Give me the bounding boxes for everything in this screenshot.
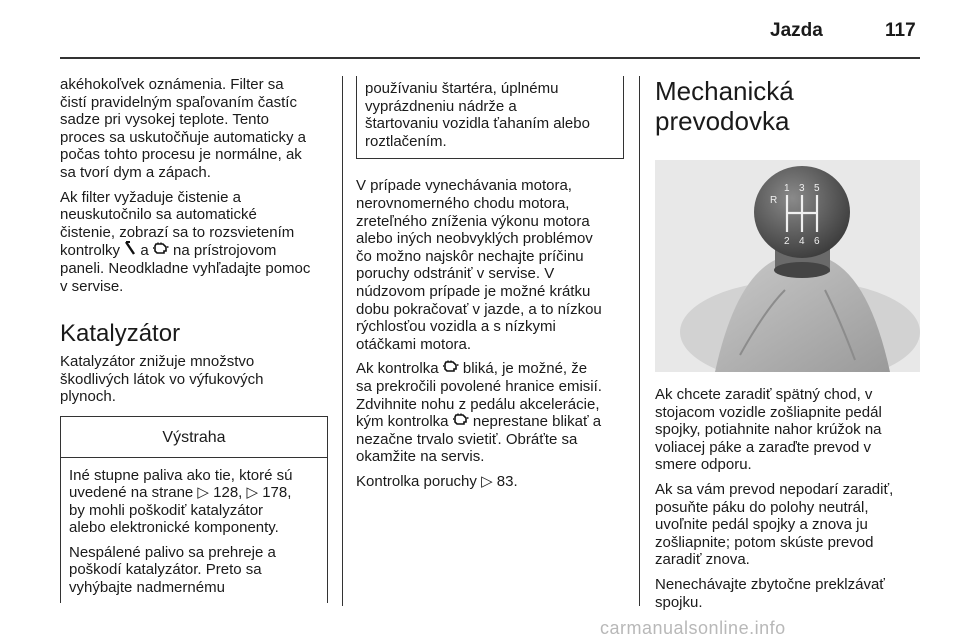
gear-label: 1	[784, 183, 790, 194]
gear-label: 6	[814, 236, 820, 247]
diesel-particle-filter-icon	[124, 241, 136, 260]
gear-shift-illustration	[655, 160, 920, 372]
warning-title: Výstraha	[61, 417, 327, 458]
gear-label: 4	[799, 236, 805, 247]
paragraph: Ak chcete zaradiť spätný chod, v stojacom vozidle zošliapnite pedál spojky, potiahnite nahor krúžok na voliacej páke a zaraďte prevod v smere odporu.	[655, 386, 882, 474]
section-heading: Katalyzátor	[60, 320, 181, 348]
warning-paragraph: Iné stupne paliva ako tie, ktoré sú uvedené na strane ▷ 128, ▷ 178, by mohli poškodiť katalyzátor alebo elektronické komponenty.	[69, 466, 293, 537]
paragraph: Ak sa vám prevod nepodarí zaradiť, posuňte páku do polohy neutrál, uvoľnite pedál spojky a znova ju zošliapnite; potom skúste prevod zaradiť znova.	[655, 480, 894, 569]
column-1	[60, 76, 328, 603]
warning-body	[61, 458, 327, 597]
warning-paragraph: Nespálené palivo sa prehreje a poškodí katalyzátor. Preto sa vyhýbajte nadmernému	[69, 543, 276, 597]
paragraph: Nenechávajte zbytočne preklzávať spojku.	[655, 575, 885, 611]
header-divider	[60, 57, 920, 59]
paragraph: V prípade vynechávania motora, nerovnomerného chodu motora, zreteľného zníženia výkonu motora alebo iných neobvyklých problémov čo možno najskôr nechajte príčinu poruchy odstrániť v servise. V núdzovom prípade je možné krátku dobu pokračovať v jazde, a to nízkou rýchlosťou vozidla a s nízkymi otáčkami motora.	[356, 177, 602, 353]
watermark: carmanualsonline.info	[600, 618, 786, 638]
gear-label: 5	[814, 183, 820, 194]
check-engine-icon	[443, 360, 459, 378]
column-divider-1	[342, 76, 343, 606]
chapter-title: Jazda	[770, 20, 823, 41]
paragraph: Ak kontrolka bliká, je možné, že sa prekročili povolené hranice emisií. Zdvihnite nohu z pedálu akcelerácie, kým kontrolka neprestane blikať a nezačne trvalo svietiť. Obráťte sa okamžite na servis.	[356, 360, 602, 466]
check-engine-icon	[453, 413, 469, 431]
page-number: 117	[885, 20, 916, 41]
column-3	[655, 76, 923, 618]
gear-label: R	[770, 195, 778, 206]
gear-label: 3	[799, 183, 805, 194]
warning-paragraph: používaniu štartéra, úplnému vyprázdneniu nádrže a štartovaniu vozidla ťahaním alebo roztlačením.	[365, 80, 590, 150]
warning-box-continued	[356, 76, 624, 159]
paragraph: Katalyzátor znižuje množstvo škodlivých látok vo výfukových plynoch.	[60, 353, 264, 406]
paragraph: Kontrolka poruchy ▷ 83.	[356, 472, 518, 490]
check-engine-icon	[153, 242, 169, 260]
paragraph: Ak filter vyžaduje čistenie a neuskutočnilo sa automatické čistenie, zobrazí sa to rozsvietením kontrolky a na prístrojovom paneli. Neodkladne vyhľadajte pomoc v servise.	[60, 188, 311, 295]
paragraph: akéhokoľvek oznámenia. Filter sa čistí pravidelným spaľovaním častíc sadze pri vysokej teplote. Tento proces sa uskutočňuje automaticky a počas tohto procesu je normálne, ak sa tvorí dym a zápach.	[60, 76, 306, 181]
column-2	[356, 76, 624, 497]
gear-label: 2	[784, 236, 790, 247]
section-heading: Mechanická prevodovka	[655, 76, 794, 136]
warning-box	[60, 416, 328, 603]
column-divider-2	[639, 76, 640, 606]
